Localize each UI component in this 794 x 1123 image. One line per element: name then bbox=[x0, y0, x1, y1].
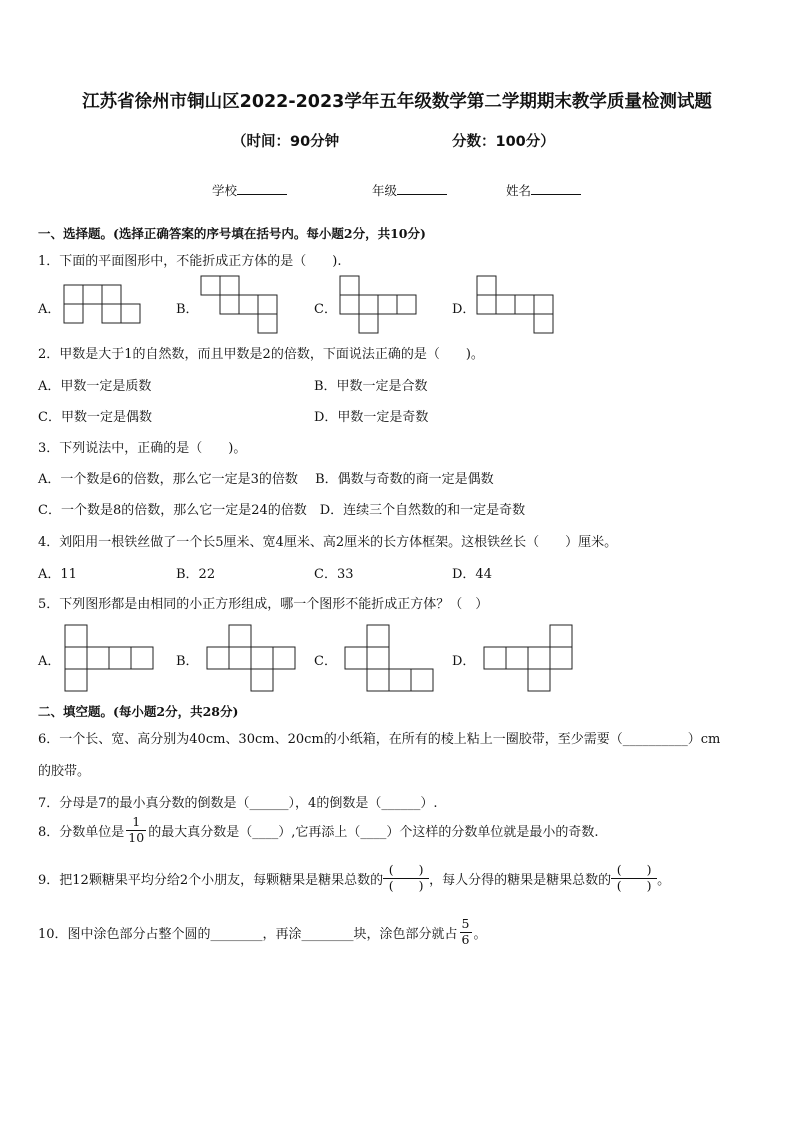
school-field bbox=[212, 181, 287, 199]
section1-heading: 一、选择题。(选择正确答案的序号填在括号内。每小题2分，共10分) bbox=[38, 226, 426, 241]
q1-net-b bbox=[201, 276, 281, 336]
q2-option-d: D．甲数一定是奇数 bbox=[314, 410, 429, 425]
q2-option-c: C．甲数一定是偶数 bbox=[38, 410, 152, 425]
q1-option-a: A． bbox=[38, 302, 61, 317]
q9-pre: 9．把12颗糖果平均分给2个小朋友，每颗糖果是糖果总数的 bbox=[38, 872, 384, 888]
q10-fraction-numerator: 5 bbox=[461, 916, 470, 931]
grade-blank bbox=[397, 181, 447, 195]
q5-text: 5．下列图形都是由相同的小正方形组成，哪一个图形不能折成正方体？（ ） bbox=[38, 597, 489, 612]
q4-option-c: C．33 bbox=[314, 567, 354, 582]
q9-post: 。 bbox=[657, 872, 671, 888]
q4-text: 4．刘阳用一根铁丝做了一个长5厘米、宽4厘米、高2厘米的长方体框架。这根铁丝长（ ）厘米。 bbox=[38, 535, 618, 550]
q5-option-d: D． bbox=[452, 654, 476, 669]
q9-blank-num-2: ( ) bbox=[616, 862, 652, 877]
q8-fraction-denominator: 10 bbox=[128, 829, 145, 845]
q1-net-c bbox=[340, 276, 420, 336]
q4-option-d: D．44 bbox=[452, 567, 492, 582]
exam-score: 分数：100分） bbox=[452, 134, 555, 150]
q7-text: 7．分母是7的最小真分数的倒数是（______），4的倒数是（______）. bbox=[38, 796, 438, 811]
q1-net-a bbox=[64, 285, 144, 327]
q5-net-b bbox=[207, 625, 302, 695]
q3-options-cd: C．一个数是8的倍数，那么它一定是24的倍数 D．连续三个自然数的和一定是奇数 bbox=[38, 503, 526, 518]
q1-option-b: B． bbox=[176, 302, 199, 317]
q6-text: 6．一个长、宽、高分别为40cm、30cm、20cm的小纸箱，在所有的棱上粘上一圈胶带，至少需要（__________）cm bbox=[38, 732, 721, 747]
exam-time: （时间：90分钟 bbox=[232, 134, 340, 150]
q5-net-d bbox=[484, 625, 579, 695]
q3-options-ab: A．一个数是6的倍数，那么它一定是3的倍数 B．偶数与奇数的商一定是偶数 bbox=[38, 472, 494, 487]
q9-blank-den-1: ( ) bbox=[383, 878, 429, 893]
q9-line bbox=[38, 864, 670, 892]
q10-fraction bbox=[460, 918, 472, 946]
q10-fraction-denominator: 6 bbox=[461, 931, 470, 947]
q4-option-b: B．22 bbox=[176, 567, 216, 582]
q2-option-b: B．甲数一定是合数 bbox=[314, 379, 428, 394]
q10-post: 。 bbox=[473, 926, 487, 942]
q3-text: 3．下列说法中，正确的是（ )。 bbox=[38, 441, 247, 456]
q1-option-c: C． bbox=[314, 302, 337, 317]
q8-pre: 8．分数单位是 bbox=[38, 824, 125, 840]
name-field bbox=[506, 181, 581, 199]
q9-blank-fraction-2 bbox=[613, 864, 655, 892]
section2-heading: 二、填空题。(每小题2分，共28分) bbox=[38, 704, 239, 719]
school-blank bbox=[237, 181, 287, 195]
q8-fraction bbox=[126, 816, 146, 844]
name-label: 姓名 bbox=[506, 183, 532, 198]
q1-net-d bbox=[477, 276, 557, 336]
q5-net-a bbox=[65, 625, 160, 695]
q1-text: 1．下面的平面图形中，不能折成正方体的是（ ). bbox=[38, 254, 342, 269]
q10-pre: 10．图中涂色部分占整个圆的________，再涂________块，涂色部分就占 bbox=[38, 926, 458, 942]
q4-option-a: A．11 bbox=[38, 567, 77, 582]
q2-text: 2．甲数是大于1的自然数，而且甲数是2的倍数，下面说法正确的是（ )。 bbox=[38, 347, 484, 362]
q5-net-c bbox=[345, 625, 440, 695]
name-blank bbox=[531, 181, 581, 195]
q5-option-b: B． bbox=[176, 654, 199, 669]
q10-line bbox=[38, 918, 487, 946]
q8-post: 的最大真分数是（____）,它再添上（____）个这样的分数单位就是最小的奇数. bbox=[148, 824, 599, 840]
q9-blank-den-2: ( ) bbox=[611, 878, 657, 893]
q8-line bbox=[38, 816, 598, 844]
q9-blank-num-1: ( ) bbox=[388, 862, 424, 877]
q2-option-a: A．甲数一定是质数 bbox=[38, 379, 152, 394]
page-title: 江苏省徐州市铜山区2022-2023学年五年级数学第二学期期末教学质量检测试题 bbox=[82, 92, 712, 112]
q9-mid: ，每人分得的糖果是糖果总数的 bbox=[429, 872, 612, 888]
grade-label: 年级 bbox=[372, 183, 398, 198]
q1-option-d: D． bbox=[452, 302, 476, 317]
q8-fraction-numerator: 1 bbox=[132, 814, 141, 829]
q5-option-c: C． bbox=[314, 654, 337, 669]
school-label: 学校 bbox=[212, 183, 238, 198]
q6-text-cont: 的胶带。 bbox=[38, 764, 91, 779]
grade-field bbox=[372, 181, 447, 199]
q9-blank-fraction-1 bbox=[385, 864, 427, 892]
q5-option-a: A． bbox=[38, 654, 61, 669]
